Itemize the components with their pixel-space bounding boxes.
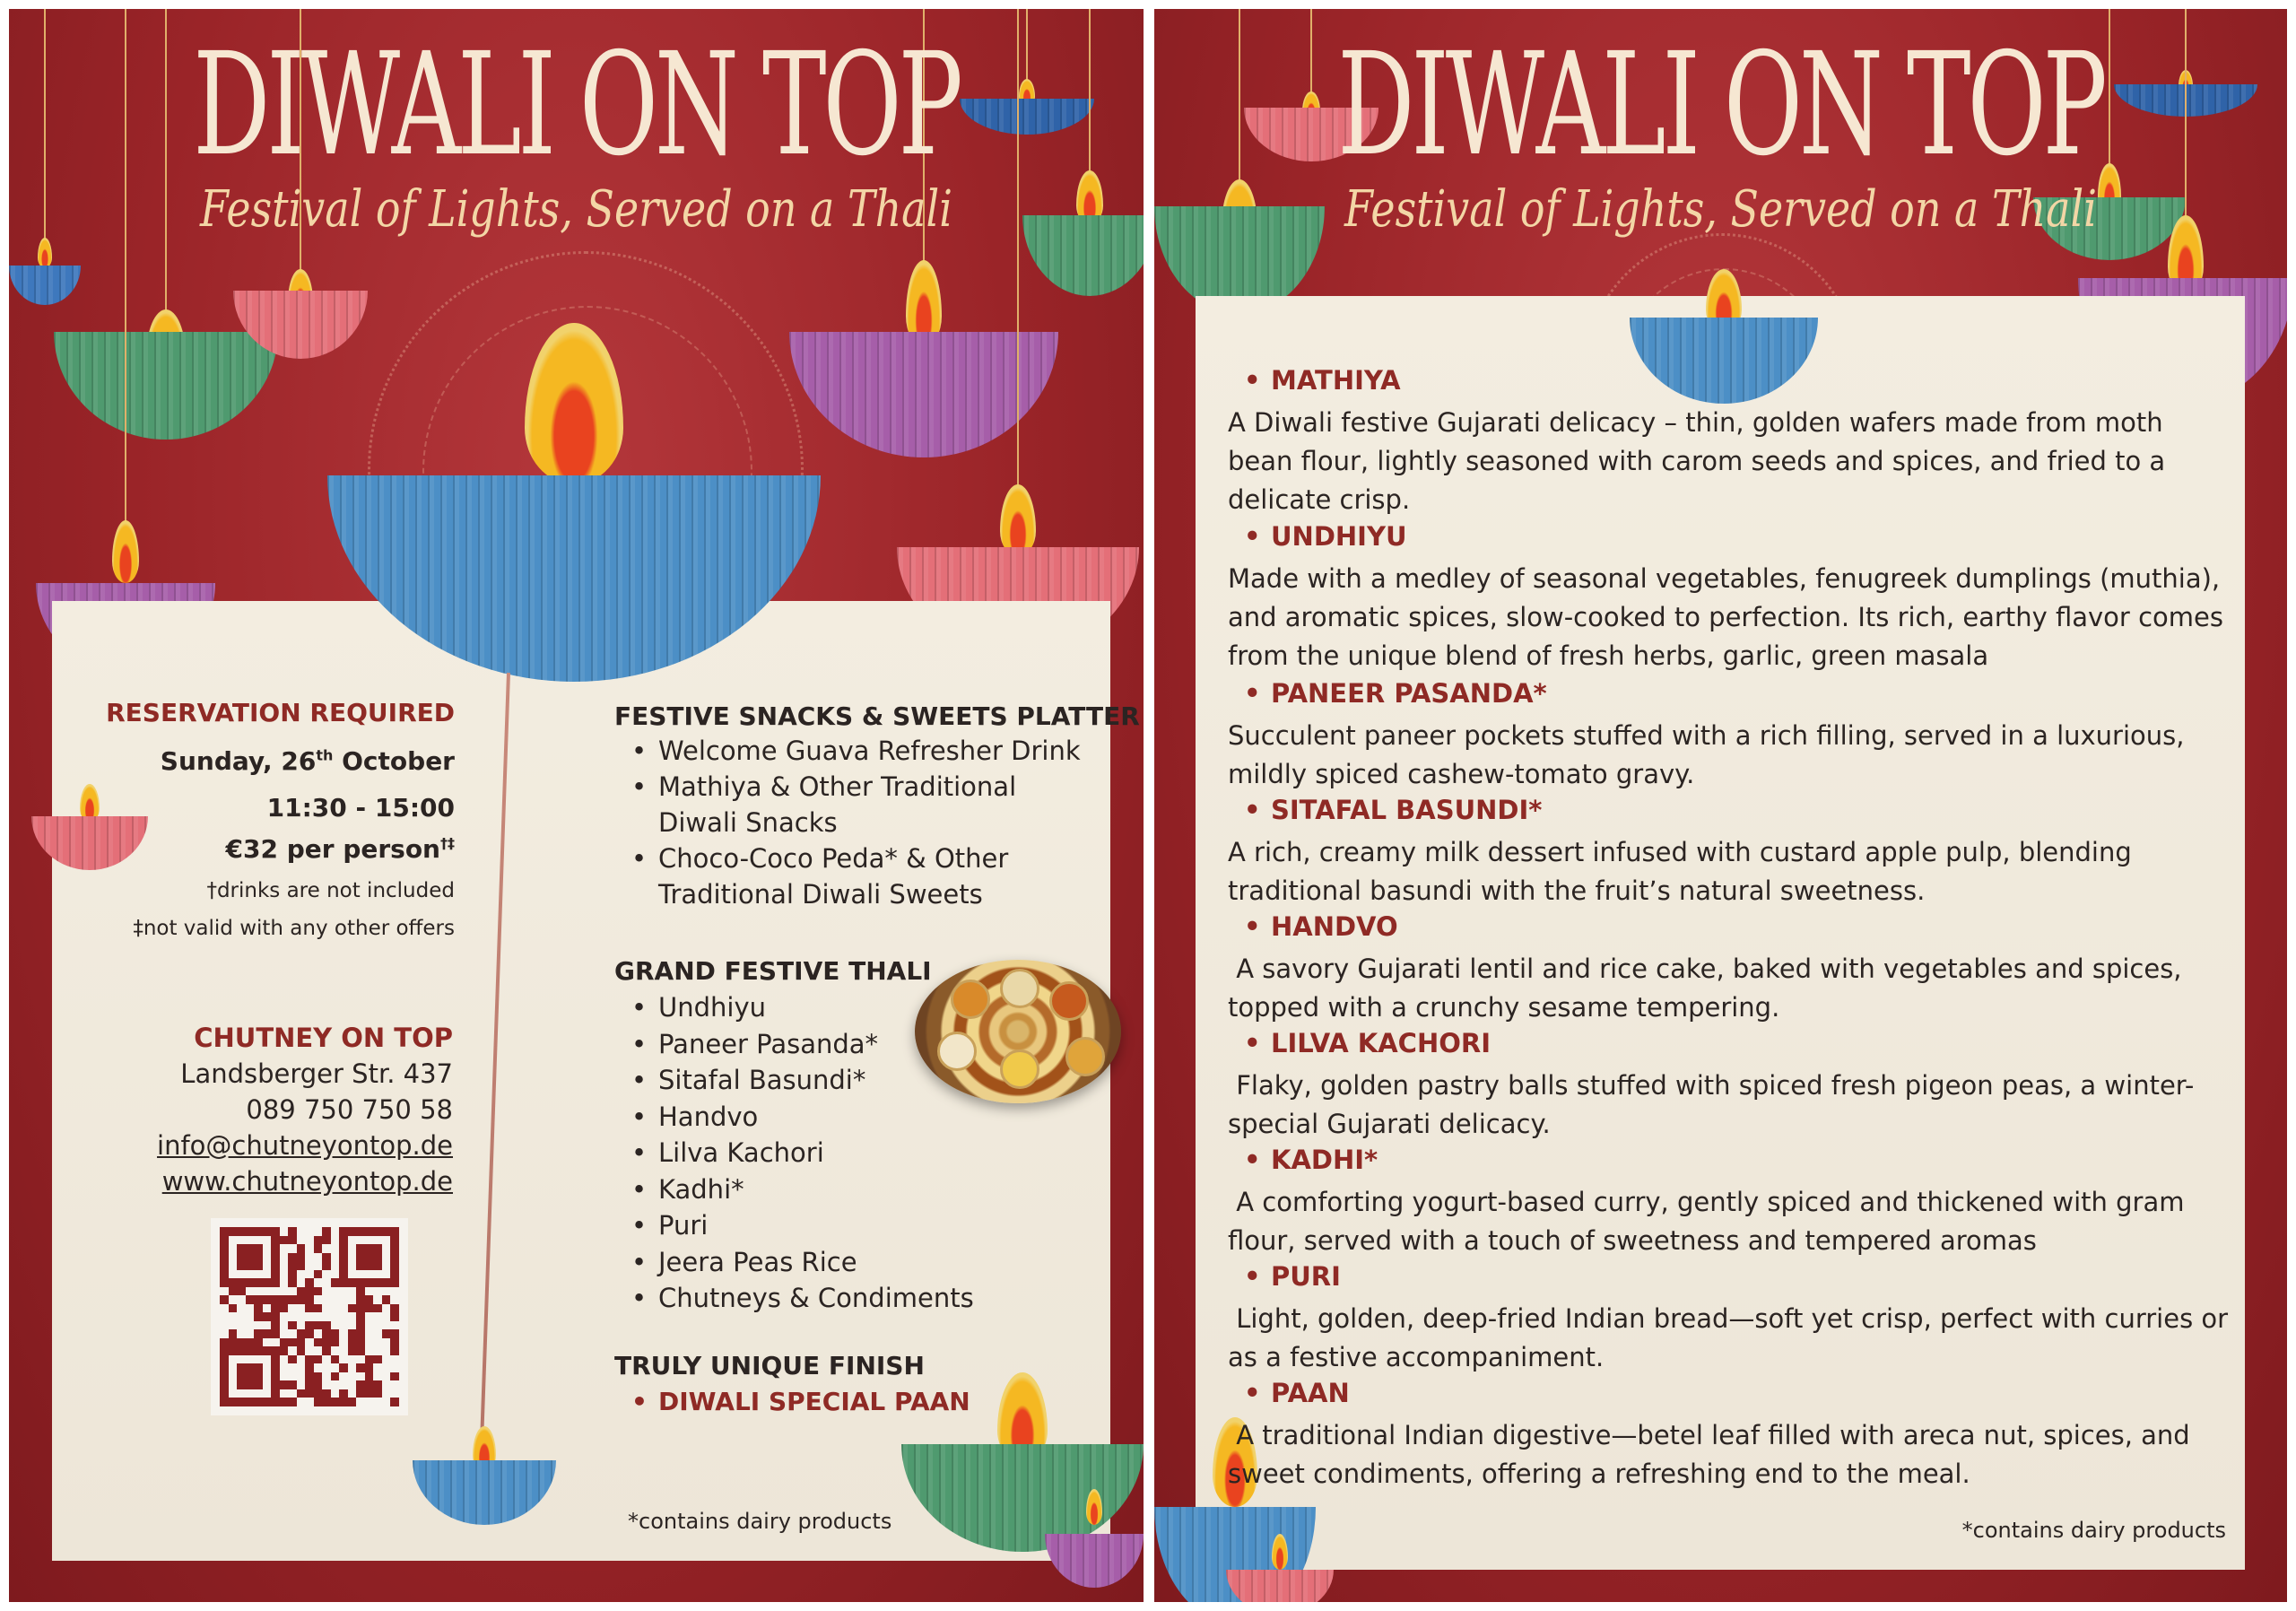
dish-description: A savory Gujarati lentil and rice cake, baked with vegetables and spices, topped with a crunchy sesame tempering. bbox=[1228, 954, 2190, 1023]
flyer-title: DIWALI ON TOP bbox=[1337, 22, 2104, 187]
list-item: • Puri bbox=[658, 1210, 708, 1241]
snacks-heading: FESTIVE SNACKS & SWEETS PLATTER bbox=[614, 701, 1140, 731]
finish-item: • DIWALI SPECIAL PAAN bbox=[658, 1387, 970, 1416]
restaurant-website-link[interactable]: www.chutneyontop.de bbox=[161, 1166, 453, 1197]
list-item: • Paneer Pasanda* bbox=[658, 1029, 878, 1059]
list-item: • Handvo bbox=[658, 1102, 758, 1132]
dish-description: A comforting yogurt-based curry, gently spiced and thickened with gram flour, served with a touch of sweetness and tempered aromas bbox=[1228, 1187, 2193, 1256]
dish-description: A traditional Indian digestive—betel leaf filled with areca nut, spices, and sweet condiments, offering a refreshing end to the meal. bbox=[1228, 1420, 2198, 1489]
dish-description: Flaky, golden pastry balls stuffed with spiced fresh pigeon peas, a winter-special Gujarati delicacy. bbox=[1228, 1070, 2195, 1139]
list-item: • Kadhi* bbox=[658, 1174, 744, 1205]
note-drinks: †drinks are not included bbox=[206, 879, 455, 902]
dish-description: Light, golden, deep-fried Indian bread—soft yet crisp, perfect with curries or as a festive accompaniment. bbox=[1228, 1303, 2237, 1372]
list-item: • Lilva Kachori bbox=[658, 1137, 824, 1168]
dish-description: A rich, creamy milk dessert infused with custard apple pulp, blending traditional basundi with the fruit’s natural sweetness. bbox=[1228, 837, 2140, 906]
dish-name: • KADHI* bbox=[1271, 1145, 1378, 1175]
dish-name: • MATHIYA bbox=[1271, 365, 1401, 396]
list-item-continued: Traditional Diwali Sweets bbox=[658, 879, 983, 910]
dairy-footnote: *contains dairy products bbox=[1961, 1518, 2226, 1543]
list-item: • Chutneys & Condiments bbox=[658, 1283, 974, 1313]
right-flyer bbox=[1154, 9, 2287, 1602]
event-price: €32 per person†‡ bbox=[225, 834, 455, 864]
reservation-heading: RESERVATION REQUIRED bbox=[106, 698, 455, 727]
diya-lamp-icon bbox=[31, 780, 148, 870]
event-date: Sunday, 26th October bbox=[160, 746, 455, 776]
event-time: 11:30 - 15:00 bbox=[266, 793, 455, 823]
diya-lamp-icon bbox=[1226, 1534, 1334, 1602]
dish-name: • SITAFAL BASUNDI* bbox=[1271, 795, 1542, 825]
dish-description: Succulent paneer pockets stuffed with a rich filling, served in a luxurious, mildly spiced cashew-tomato gravy. bbox=[1228, 720, 2193, 789]
diya-lamp-icon bbox=[413, 1417, 556, 1525]
diya-lamp-icon bbox=[36, 9, 215, 673]
dish-description: Made with a medley of seasonal vegetables, fenugreek dumplings (muthia), and aromatic spices, slow-cooked to perfection. Its rich, earthy flavor comes from the unique blend of fresh herbs, garlic, green masala bbox=[1228, 563, 2232, 671]
restaurant-email-link[interactable]: info@chutneyontop.de bbox=[157, 1130, 453, 1161]
thali-plate-image bbox=[915, 960, 1121, 1103]
dish-name: • PANEER PASANDA* bbox=[1271, 678, 1547, 709]
dish-name: • PAAN bbox=[1271, 1378, 1350, 1408]
thali-heading: GRAND FESTIVE THALI bbox=[614, 956, 932, 986]
list-item: • Mathiya & Other Traditional bbox=[658, 771, 1016, 802]
list-item: • Choco-Coco Peda* & Other bbox=[658, 843, 1008, 874]
dish-name: • UNDHIYU bbox=[1271, 521, 1407, 552]
list-item: • Welcome Guava Refresher Drink bbox=[658, 736, 1081, 766]
list-item-continued: Diwali Snacks bbox=[658, 807, 838, 838]
list-item: • Sitafal Basundi* bbox=[658, 1065, 865, 1095]
qr-code[interactable] bbox=[211, 1218, 408, 1415]
note-offers: ‡not valid with any other offers bbox=[133, 917, 455, 940]
left-flyer bbox=[9, 9, 1144, 1602]
flyer-subtitle: Festival of Lights, Served on a Thali bbox=[200, 180, 952, 239]
dairy-footnote: *contains dairy products bbox=[628, 1509, 892, 1534]
list-item: • Jeera Peas Rice bbox=[658, 1247, 857, 1277]
dish-name: • PURI bbox=[1271, 1261, 1341, 1292]
diya-lamp-icon bbox=[327, 305, 821, 682]
dish-name: • LILVA KACHORI bbox=[1271, 1028, 1491, 1058]
restaurant-street: Landsberger Str. 437 bbox=[180, 1058, 453, 1089]
diya-lamp-icon bbox=[1630, 260, 1818, 404]
dish-name: • HANDVO bbox=[1271, 911, 1398, 942]
flyer-subtitle: Festival of Lights, Served on a Thali bbox=[1344, 180, 2097, 239]
finish-heading: TRULY UNIQUE FINISH bbox=[614, 1351, 925, 1380]
dish-description: A Diwali festive Gujarati delicacy – thin, golden wafers made from moth bean flour, lightly seasoned with carom seeds and spices, and fried to a delicate crisp. bbox=[1228, 407, 2174, 515]
restaurant-name: CHUTNEY ON TOP bbox=[194, 1023, 453, 1053]
list-item: • Undhiyu bbox=[658, 992, 766, 1023]
restaurant-phone: 089 750 750 58 bbox=[246, 1094, 453, 1125]
flyer-title: DIWALI ON TOP bbox=[193, 22, 960, 187]
diya-lamp-icon bbox=[1045, 1480, 1144, 1588]
